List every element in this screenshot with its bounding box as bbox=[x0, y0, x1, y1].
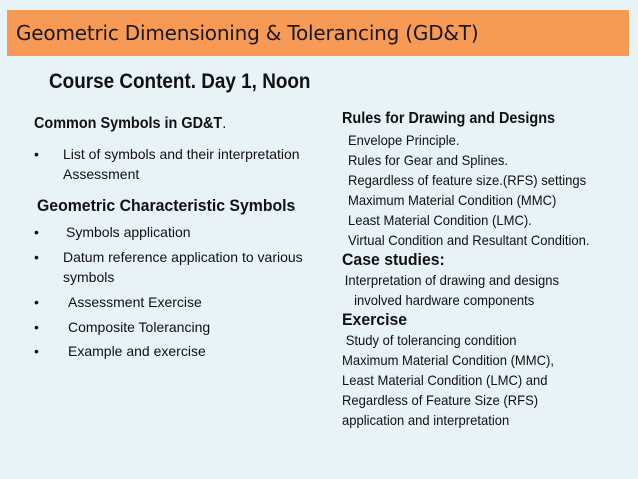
list-item: application and interpretation bbox=[342, 412, 510, 428]
list-item: Envelope Principle. bbox=[348, 132, 460, 148]
list-item: • Assessment Exercise bbox=[34, 294, 202, 310]
heading-exercise: Exercise bbox=[342, 310, 408, 329]
heading-geometric-symbols: Geometric Characteristic Symbols bbox=[37, 196, 296, 215]
list-item: involved hardware components bbox=[354, 292, 535, 308]
list-item: Least Material Condition (LMC) and bbox=[342, 372, 548, 388]
list-item: Regardless of Feature Size (RFS) bbox=[342, 392, 539, 408]
list-item: Least Material Condition (LMC). bbox=[348, 212, 532, 228]
list-item: Study of tolerancing condition bbox=[345, 332, 517, 348]
list-item: Regardless of feature size.(RFS) settings bbox=[348, 172, 587, 188]
slide-title-text: Geometric Dimensioning & Tolerancing (GD&T) bbox=[16, 21, 479, 45]
list-item: • Datum reference application to various symbols bbox=[34, 249, 303, 285]
heading-rules: Rules for Drawing and Designs bbox=[342, 110, 556, 127]
right-column bbox=[342, 109, 632, 430]
slide-title bbox=[7, 10, 629, 56]
list-item: Interpretation of drawing and designs bbox=[344, 272, 560, 288]
list-item: Maximum Material Condition (MMC) bbox=[348, 192, 557, 208]
list-item: Virtual Condition and Resultant Condition. bbox=[348, 232, 590, 248]
left-column bbox=[34, 114, 334, 361]
heading-common-symbols: Common Symbols in GD&T. bbox=[34, 115, 227, 132]
course-subtitle: Course Content. Day 1, Noon bbox=[49, 70, 311, 93]
list-item: • Symbols application bbox=[34, 224, 191, 240]
heading-case-studies: Case studies: bbox=[342, 250, 445, 269]
list-item: • List of symbols and their interpretation Assessment bbox=[34, 146, 300, 182]
list-item: • Composite Tolerancing bbox=[34, 319, 211, 335]
list-item: Rules for Gear and Splines. bbox=[348, 152, 508, 168]
list-item: • Example and exercise bbox=[34, 343, 206, 359]
list-item: Maximum Material Condition (MMC), bbox=[342, 352, 554, 368]
